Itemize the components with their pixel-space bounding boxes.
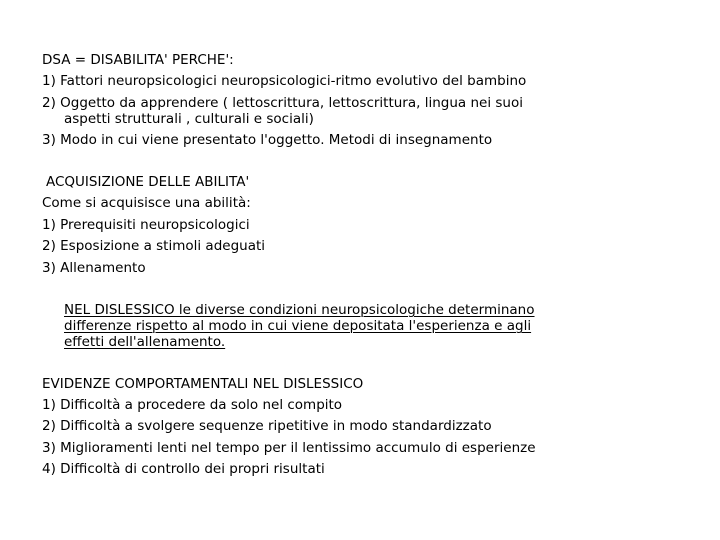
section-acquisizione-heading: ACQUISIZIONE DELLE ABILITA' xyxy=(46,174,250,190)
list-item: 3) Allenamento xyxy=(42,260,146,276)
list-item: 1) Prerequisiti neuropsicologici xyxy=(42,217,250,233)
section-dsa-heading: DSA = DISABILITA' PERCHE': xyxy=(42,52,234,68)
list-item: 4) Difficoltà di controllo dei propri risultati xyxy=(42,461,325,477)
section-evidenze-heading: EVIDENZE COMPORTAMENTALI NEL DISLESSICO xyxy=(42,376,364,392)
list-item-continuation: aspetti strutturali , culturali e sociali) xyxy=(64,111,314,127)
list-item: 3) Miglioramenti lenti nel tempo per il lentissimo accumulo di esperienze xyxy=(42,440,536,456)
list-item: 2) Difficoltà a svolgere sequenze ripetitive in modo standardizzato xyxy=(42,418,492,434)
note-line: effetti dell'allenamento. xyxy=(64,334,226,350)
list-item: 3) Modo in cui viene presentato l'oggetto. Metodi di insegnamento xyxy=(42,132,493,148)
list-item: 1) Fattori neuropsicologici neuropsicologici-ritmo evolutivo del bambino xyxy=(42,73,527,89)
note-line: differenze rispetto al modo in cui viene depositata l'esperienza e agli xyxy=(64,318,532,334)
section-acquisizione-question: Come si acquisisce una abilità: xyxy=(42,195,251,211)
list-item: 1) Difficoltà a procedere da solo nel compito xyxy=(42,397,343,413)
list-item: 2) Oggetto da apprendere ( lettoscrittura, lettoscrittura, lingua nei suoi xyxy=(42,95,523,111)
note-line: NEL DISLESSICO le diverse condizioni neuropsicologiche determinano xyxy=(64,302,535,318)
list-item: 2) Esposizione a stimoli adeguati xyxy=(42,238,266,254)
